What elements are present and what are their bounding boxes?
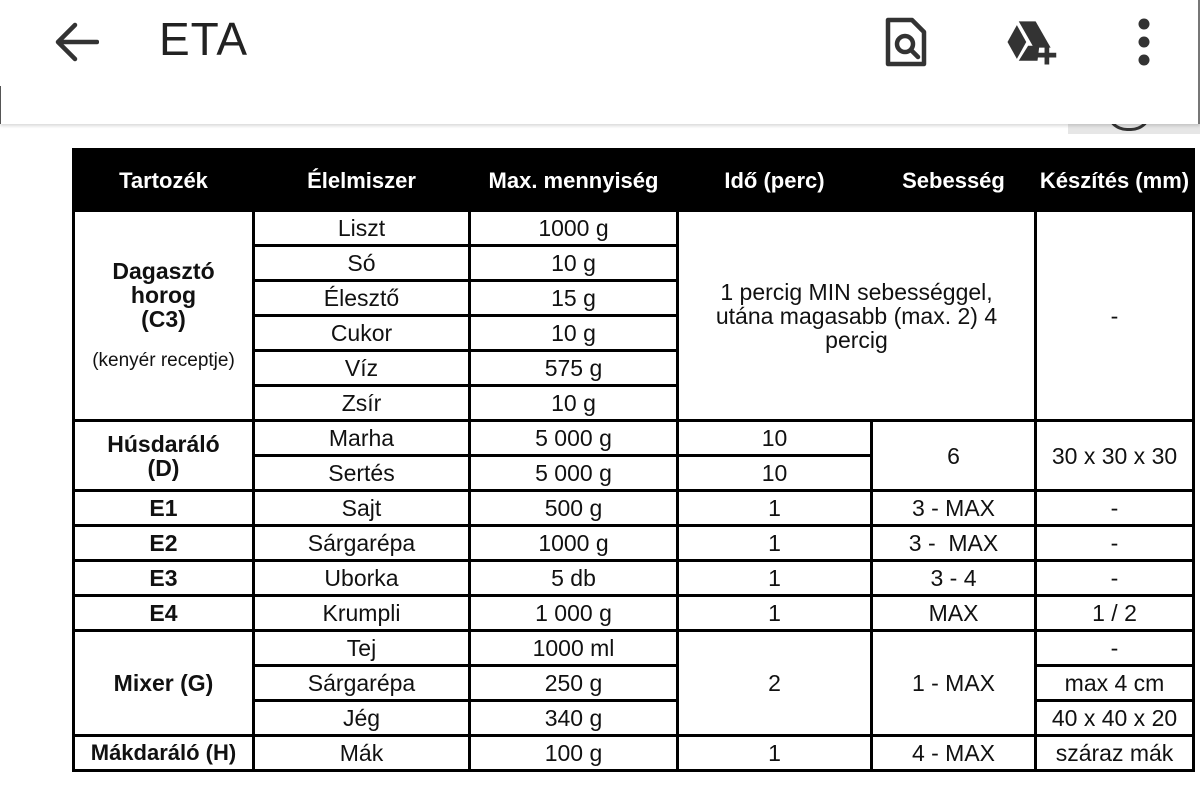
time-cell: 1 [678,526,872,561]
add-to-drive-icon [1000,16,1060,68]
accessory-name-line: Dagasztó [112,257,215,284]
preparation-cell: száraz mák [1036,736,1194,771]
find-in-page-button[interactable] [876,12,936,72]
speed-cell: 4 - MAX [872,736,1036,771]
app-bar [0,0,1200,124]
food-cell: Sárgarépa [254,526,470,561]
food-cell: Só [254,246,470,281]
quantity-cell: 5 db [470,561,678,596]
speed-cell: 3 - MAX [872,526,1036,561]
time-cell: 1 [678,561,872,596]
quantity-cell: 15 g [470,281,678,316]
preparation-cell: - [1036,631,1194,666]
speed-cell: 1 - MAX [872,631,1036,736]
accessory-e1: E1 [74,491,254,526]
food-cell: Uborka [254,561,470,596]
food-cell: Cukor [254,316,470,351]
time-speed-note: 1 percig MIN sebességgel, utána magasabb (max. 2) 4 percig [678,211,1036,421]
food-cell: Élesztő [254,281,470,316]
preparation-cell: 30 x 30 x 30 [1036,421,1194,491]
time-cell: 1 [678,596,872,631]
food-cell: Mák [254,736,470,771]
quantity-cell: 10 g [470,246,678,281]
preparation-cell: - [1036,211,1194,421]
quantity-cell: 1000 g [470,526,678,561]
window-edge-left [0,86,1,124]
preparation-cell: - [1036,561,1194,596]
table-row [74,211,1194,246]
quantity-cell: 10 g [470,316,678,351]
time-cell: 2 [678,631,872,736]
preparation-cell: max 4 cm [1036,666,1194,701]
accessory-name-line: (D) [147,454,180,481]
accessory-spec-table [72,148,1195,772]
food-cell: Tej [254,631,470,666]
accessory-e3: E3 [74,561,254,596]
quantity-cell: 1000 g [470,211,678,246]
accessory-mixer: Mixer (G) [74,631,254,736]
add-to-drive-button[interactable] [1000,12,1060,72]
speed-cell: 6 [872,421,1036,491]
more-options-button[interactable] [1114,12,1174,72]
table-row [74,421,1194,456]
food-cell: Liszt [254,211,470,246]
table-row [74,526,1194,561]
table-row [74,561,1194,596]
preparation-cell: - [1036,526,1194,561]
more-vert-icon [1134,16,1154,68]
speed-cell: MAX [872,596,1036,631]
table-row [74,491,1194,526]
time-cell: 1 [678,491,872,526]
preparation-cell: 1 / 2 [1036,596,1194,631]
quantity-cell: 500 g [470,491,678,526]
time-cell: 10 [678,456,872,491]
food-cell: Víz [254,351,470,386]
quantity-cell: 5 000 g [470,456,678,491]
quantity-cell: 10 g [470,386,678,421]
accessory-e2: E2 [74,526,254,561]
accessory-name-line: (C3) [141,305,186,332]
time-cell: 1 [678,736,872,771]
time-cell: 10 [678,421,872,456]
header-speed: Sebesség [872,150,1036,211]
food-cell: Jég [254,701,470,736]
quantity-cell: 5 000 g [470,421,678,456]
back-button[interactable] [48,14,104,70]
food-cell: Sertés [254,456,470,491]
accessory-name-line: horog [130,281,197,308]
speed-cell: 3 - MAX [872,491,1036,526]
accessory-meat-grinder [74,421,254,491]
quantity-cell: 575 g [470,351,678,386]
food-cell: Zsír [254,386,470,421]
food-cell: Krumpli [254,596,470,631]
header-preparation: Készítés (mm) [1036,150,1194,211]
food-cell: Sajt [254,491,470,526]
accessory-e4: E4 [74,596,254,631]
quantity-cell: 340 g [470,701,678,736]
quantity-cell: 100 g [470,736,678,771]
quantity-cell: 1000 ml [470,631,678,666]
table-row [74,596,1194,631]
table-row [74,631,1194,666]
header-food: Élelmiszer [254,150,470,211]
table-header-row [74,150,1194,211]
preparation-cell: 40 x 40 x 20 [1036,701,1194,736]
accessory-note: (kenyér receptje) [92,349,235,371]
table-row [74,736,1194,771]
speed-cell: 3 - 4 [872,561,1036,596]
food-cell: Marha [254,421,470,456]
accessory-dough-hook [74,211,254,421]
header-time: Idő (perc) [678,150,872,211]
accessory-name-line: Húsdaráló [107,430,220,457]
food-cell: Sárgarépa [254,666,470,701]
back-arrow-icon [53,22,99,62]
header-max-quantity: Max. mennyiség [470,150,678,211]
quantity-cell: 250 g [470,666,678,701]
page-title: ETA [159,13,249,65]
quantity-cell: 1 000 g [470,596,678,631]
header-accessory: Tartozék [74,150,254,211]
preparation-cell: - [1036,491,1194,526]
accessory-poppy-grinder: Mákdaráló (H) [74,736,254,771]
find-in-page-icon [882,16,930,68]
